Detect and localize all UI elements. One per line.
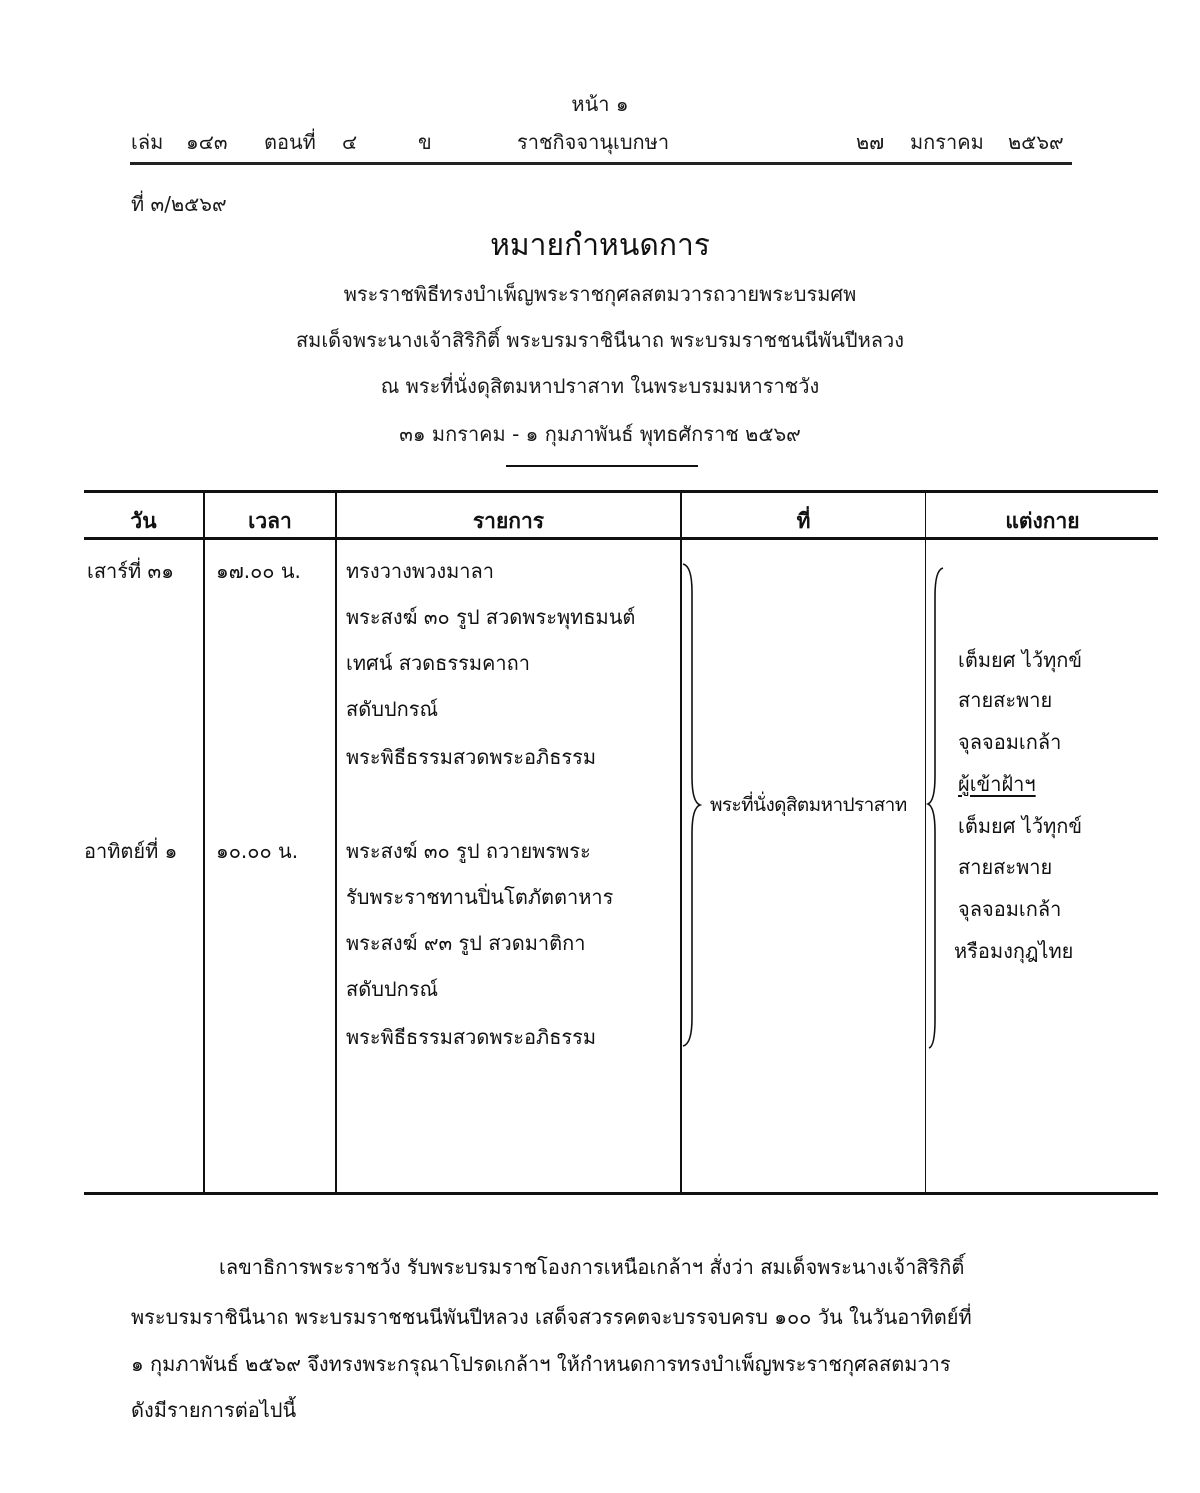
subtitle-line-3: ณ พระที่นั่งดุสิตมหาปราสาท ในพระบรมมหาราชวัง (380, 374, 820, 398)
document-title: หมายกำหนดการ (490, 228, 710, 263)
paragraph-line: พระบรมราชินีนาถ พระบรมราชชนนีพันปีหลวง เสด็จสวรรคตจะบรรจบครบ ๑๐๐ วัน ในวันอาทิตย์ที่ (131, 1305, 972, 1329)
part-label: ตอนที่ (264, 130, 316, 154)
column-divider (335, 490, 337, 1195)
header-place: ที่ (796, 509, 811, 533)
row-item: พระสงฆ์ ๓๐ รูป สวดพระพุทธมนต์ (346, 605, 636, 629)
dress-line: สายสะพาย (958, 688, 1053, 712)
dress-line: เต็มยศ ไว้ทุกข์ (958, 648, 1083, 672)
title-rule (506, 465, 698, 467)
column-divider (203, 490, 205, 1195)
dress-line: หรือมงกุฎไทย (954, 939, 1074, 963)
row-day: เสาร์ที่ ๓๑ (87, 559, 174, 583)
subtitle-line-1: พระราชพิธีทรงบำเพ็ญพระราชกุศลสตมวารถวายพระบรมศพ (343, 282, 857, 306)
header-time: เวลา (248, 509, 292, 533)
place-name: พระที่นั่งดุสิตมหาปราสาท (710, 794, 907, 816)
header-dress: แต่งกาย (1005, 509, 1080, 533)
publication-name: ราชกิจจานุเบกษา (517, 130, 670, 154)
date-year: ๒๕๖๙ (1008, 130, 1064, 154)
document-number: ที่ ๓/๒๕๖๙ (131, 192, 227, 216)
paragraph-line: ๑ กุมภาพันธ์ ๒๕๖๙ จึงทรงพระกรุณาโปรดเกล้าฯ ให้กำหนดการทรงบำเพ็ญพระราชกุศลสตมวาร (131, 1352, 951, 1376)
paragraph-line: เลขาธิการพระราชวัง รับพระบรมราชโองการเหนือเกล้าฯ สั่งว่า สมเด็จพระนางเจ้าสิริกิติ์ (219, 1255, 965, 1279)
paragraph-line: ดังมีรายการต่อไปนี้ (131, 1398, 297, 1422)
dress-line: สายสะพาย (958, 855, 1053, 879)
row-time: ๑๗.๐๐ น. (216, 559, 301, 583)
header-rule (130, 162, 1072, 165)
subtitle-line-4: ๓๑ มกราคม - ๑ กุมภาพันธ์ พุทธศักราช ๒๕๖๙ (399, 422, 801, 446)
table-bottom-border (84, 1192, 1158, 1195)
curly-brace-icon (680, 562, 704, 1048)
row-time: ๑๐.๐๐ น. (216, 839, 299, 863)
page-number: หน้า ๑ (571, 92, 629, 116)
header-day: วัน (130, 509, 157, 533)
row-item: พระพิธีธรรมสวดพระอภิธรรม (346, 1025, 597, 1049)
row-item: เทศน์ สวดธรรมคาถา (346, 651, 530, 675)
curly-brace-icon (925, 566, 947, 1050)
dress-line: จุลจอมเกล้า (958, 897, 1062, 921)
row-item: พระพิธีธรรมสวดพระอภิธรรม (346, 745, 597, 769)
row-item: พระสงฆ์ ๙๓ รูป สวดมาติกา (346, 931, 586, 955)
row-item: สดับปกรณ์ (346, 697, 438, 721)
row-item: รับพระราชทานปิ่นโตภัตตาหาร (346, 885, 614, 909)
volume-number: ๑๔๓ (186, 130, 228, 154)
volume-label: เล่ม (131, 130, 164, 154)
dress-line-attendees: ผู้เข้าฝ้าฯ (958, 772, 1036, 796)
table-header-border (84, 537, 1158, 540)
row-item: ทรงวางพวงมาลา (346, 559, 494, 583)
date-day: ๒๗ (856, 130, 885, 154)
part-number: ๔ (342, 130, 358, 154)
subtitle-line-2: สมเด็จพระนางเจ้าสิริกิติ์ พระบรมราชินีนาถ พระบรมราชชนนีพันปีหลวง (295, 328, 905, 352)
row-item: สดับปกรณ์ (346, 977, 438, 1001)
date-month: มกราคม (910, 130, 984, 154)
header-items: รายการ (472, 509, 545, 533)
row-day: อาทิตย์ที่ ๑ (84, 839, 178, 863)
dress-line: จุลจอมเกล้า (958, 730, 1062, 754)
dress-line: เต็มยศ ไว้ทุกข์ (958, 814, 1083, 838)
section-letter: ข (418, 130, 432, 154)
table-top-border (84, 490, 1158, 493)
row-item: พระสงฆ์ ๓๐ รูป ถวายพรพระ (346, 839, 591, 863)
